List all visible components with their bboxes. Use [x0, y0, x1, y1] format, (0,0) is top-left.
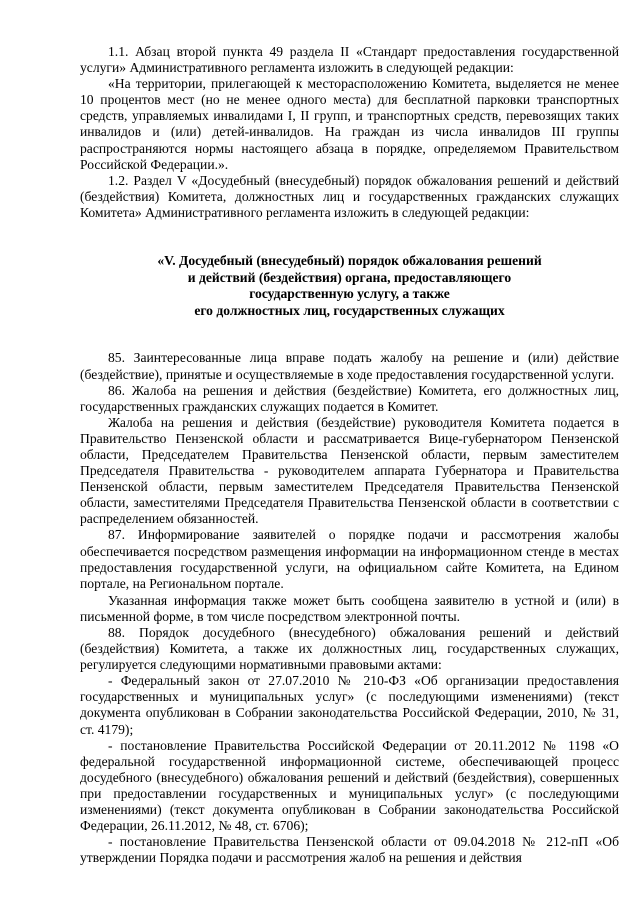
paragraph-complaint-head: Жалоба на решения и действия (бездействие) руководителя Комитета подается в Правительство Пензенской области и рассматривается Вице-губернатором Пензенской области, Председателем Правительства Пензенской области, первым заместителем Председателя Правительства - руководителем аппарата Губернатора и Правительства Пензенской области, первым заместителем Председателя Правительства Пензенской области, заместителями Председателя Правительства Пензенской области в соответствии с распределением обязанностей.	[80, 414, 619, 527]
paragraph-info-oral: Указанная информация также может быть сообщена заявителю в устной и (или) в письменной форме, в том числе посредством электронной почты.	[80, 592, 619, 624]
paragraph-85: 85. Заинтересованные лица вправе подать жалобу на решение и (или) действие (бездействие), принятые и осуществляемые в ходе предоставления государственной услуги.	[80, 350, 619, 382]
list-item-decree-1198: - постановление Правительства Российской Федерации от 20.11.2012 № 1198 «О федеральной государственной информационной системе, обеспечивающей процесс досудебного (внесудебного) обжалования решений и действий (бездействия), совершенных при предоставлении государственных и муниципальных услуг» (с последующими изменениями) (текст документа опубликован в Собрании законодательства Российской Федерации, 26.11.2012, № 48, ст. 6706);	[80, 737, 619, 834]
list-item-law-210: - Федеральный закон от 27.07.2010 № 210-ФЗ «Об организации предоставления государственных и муниципальных услуг» (с последующими изменениями) (текст документа опубликован в Собрании законодательства Российской Федерации, 2010, № 31, ст. 4179);	[80, 673, 619, 737]
paragraph-1-1: 1.1. Абзац второй пункта 49 раздела II «Стандарт предоставления государственной услуги» Административного регламента изложить в следующей редакции:	[80, 44, 619, 76]
paragraph-88: 88. Порядок досудебного (внесудебного) обжалования решений и действий (бездействия) Комитета, а также их должностных лиц, государственных служащих, регулируется следующими нормативными правовыми актами:	[80, 625, 619, 673]
paragraph-86: 86. Жалоба на решения и действия (бездействие) Комитета, его должностных лиц, государственных гражданских служащих подается в Комитет.	[80, 382, 619, 414]
paragraph-1-2: 1.2. Раздел V «Досудебный (внесудебный) порядок обжалования решений и действий (бездействия) Комитета, должностных лиц и государственных гражданских служащих Комитета» Административного регламента изложить в следующей редакции:	[80, 172, 619, 220]
heading-line: и действий (бездействия) органа, предоставляющего	[187, 269, 512, 285]
paragraph-87: 87. Информирование заявителей о порядке подачи и рассмотрения жалобы обеспечивается посредством размещения информации на информационном стенде в местах предоставления государственной услуги, на официальном сайте Комитета, на Едином портале, на Региональном портале.	[80, 527, 619, 591]
heading-line: его должностных лиц, государственных служащих	[194, 302, 505, 318]
paragraph-quote-parking: «На территории, прилегающей к месторасположению Комитета, выделяется не менее 10 процентов мест (но не менее одного места) для бесплатной парковки транспортных средств, управляемых инвалидами I, II групп, и транспортных средств, перевозящих таких инвалидов и (или) детей-инвалидов. На граждан из числа инвалидов III группы распространяются нормы настоящего абзаца в порядке, определяемом Правительством Российской Федерации.».	[80, 76, 619, 172]
list-item-decree-212: - постановление Правительства Пензенской области от 09.04.2018 № 212-пП «Об утверждении Порядка подачи и рассмотрения жалоб на решения и действия	[80, 834, 619, 866]
heading-line: государственную услугу, а также	[249, 286, 450, 302]
heading-line: «V. Досудебный (внесудебный) порядок обжалования решений	[157, 253, 542, 269]
section-v-heading	[80, 253, 619, 319]
